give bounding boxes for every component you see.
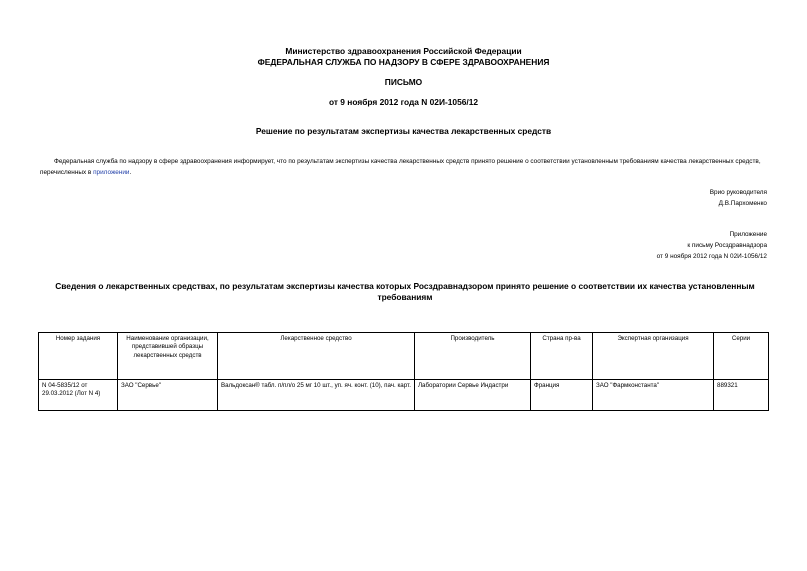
document-type: ПИСЬМО bbox=[384, 77, 423, 87]
medicines-table bbox=[38, 332, 769, 411]
column-header-task-number: Номер задания bbox=[39, 333, 118, 380]
column-header-medicine: Лекарственное средство bbox=[218, 333, 415, 380]
body-text-start: Федеральная служба по надзору в сфере здравоохранения информирует, что по результатам экспертизы качества лекарственных средств принято решение о соответствии установленным требованиям качества лекарственных средств, перечисленных в bbox=[40, 158, 761, 176]
column-header-expert-organization: Экспертная организация bbox=[593, 333, 714, 380]
appendix-date-ref: от 9 ноября 2012 года N 02И-1056/12 bbox=[656, 253, 767, 260]
signature-name: Д.В.Пархоменко bbox=[718, 200, 767, 207]
cell-task-number: N 04-5835/12 от 29.03.2012 (Лот N 4) bbox=[39, 380, 118, 411]
cell-expert-organization: ЗАО "Фармконстанта" bbox=[593, 380, 714, 411]
appendix-label: Приложение bbox=[729, 231, 767, 238]
ministry-name: Министерство здравоохранения Российской Федерации bbox=[285, 46, 522, 56]
document-date: от 9 ноября 2012 года N 02И-1056/12 bbox=[328, 97, 479, 107]
body-text-end: . bbox=[129, 169, 132, 176]
appendix-title: Сведения о лекарственных средствах, по результатам экспертизы качества которых Росздравнадзором принято решение о соответствии их качества установленным требованиям bbox=[55, 281, 755, 302]
appendix-link[interactable]: приложении bbox=[93, 169, 130, 176]
cell-medicine: Вальдоксан® табл. п/пл/о 25 мг 10 шт., уп. яч. конт. (10), пач. карт. bbox=[218, 380, 415, 411]
appendix-to-letter: к письму Росздравнадзора bbox=[687, 242, 767, 249]
column-header-series: Серии bbox=[714, 333, 769, 380]
cell-series: 889321 bbox=[714, 380, 769, 411]
cell-organization: ЗАО "Сервье" bbox=[118, 380, 218, 411]
column-header-country: Страна пр-ва bbox=[531, 333, 593, 380]
body-paragraph bbox=[40, 156, 770, 178]
document-subject: Решение по результатам экспертизы качества лекарственных средств bbox=[255, 126, 552, 136]
cell-country: Франция bbox=[531, 380, 593, 411]
table-row bbox=[39, 380, 769, 411]
service-name: ФЕДЕРАЛЬНАЯ СЛУЖБА ПО НАДЗОРУ В СФЕРЕ ЗДРАВООХРАНЕНИЯ bbox=[257, 57, 550, 67]
table-header-row bbox=[39, 333, 769, 380]
cell-manufacturer: Лаборатории Сервье Индастри bbox=[415, 380, 531, 411]
column-header-organization: Наименование организации, представившей образцы лекарственных средств bbox=[118, 333, 218, 380]
signature-position: Врио руководителя bbox=[709, 189, 767, 196]
column-header-manufacturer: Производитель bbox=[415, 333, 531, 380]
